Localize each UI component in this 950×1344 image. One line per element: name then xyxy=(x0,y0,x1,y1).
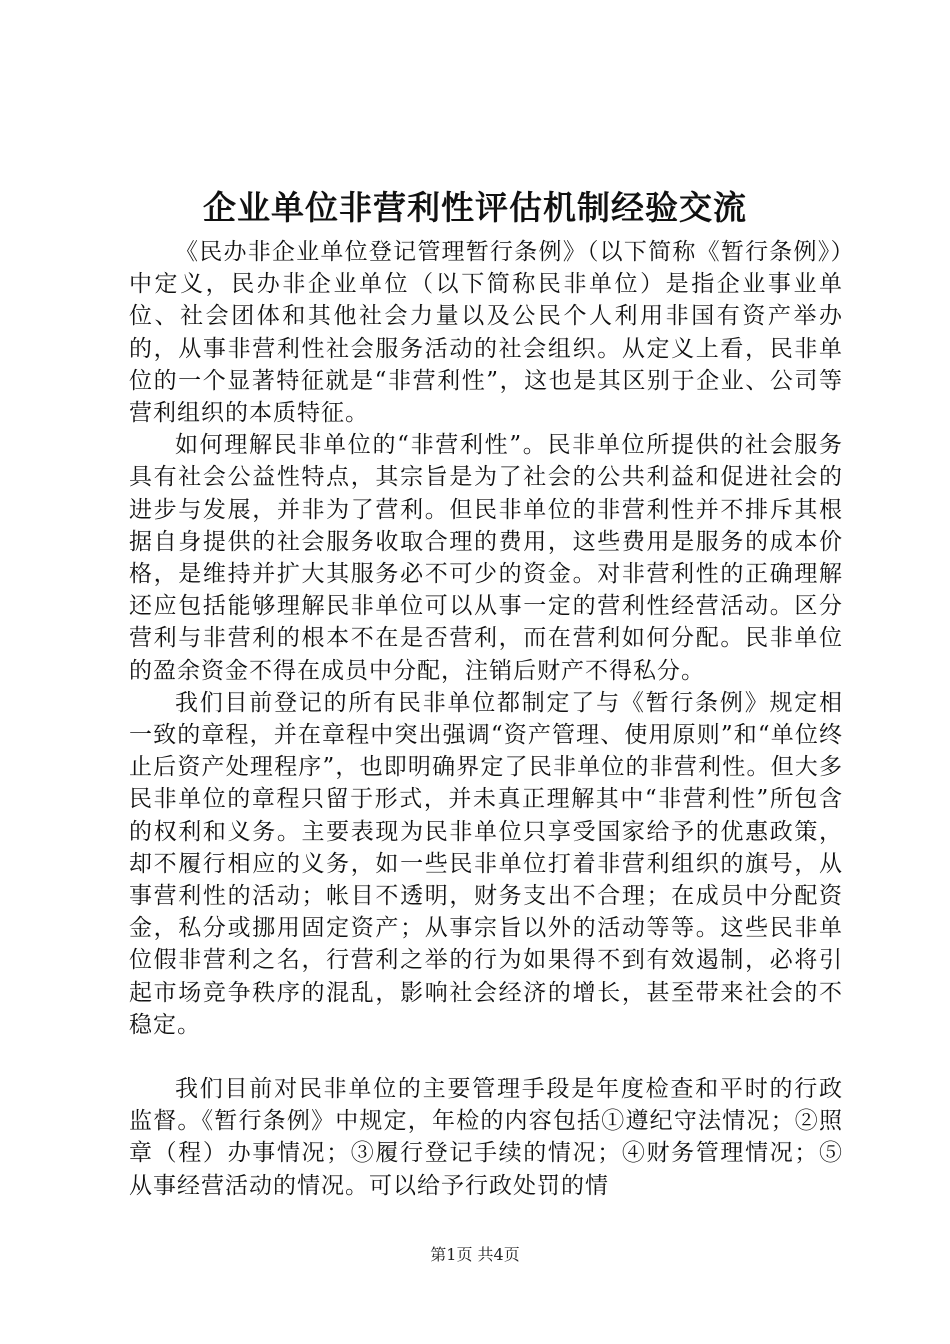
paragraph-definition: 《民办非企业单位登记管理暂行条例》（以下简称《暂行条例》）中定义，民办非企业单位（以下简称民非单位）是指企业事业单位、社会团体和其他社会力量以及公民个人利用非国有资产举办的，从事非营利性社会服务活动的社会组织。从定义上看，民非单位的一个显著特征就是“非营利性”，这也是其区别于企业、公司等营利组织的本质特征。 xyxy=(129,239,843,427)
paragraph-current-situation: 我们目前登记的所有民非单位都制定了与《暂行条例》规定相一致的章程，并在章程中突出强调“资产管理、使用原则”和“单位终止后资产处理程序”，也即明确界定了民非单位的非营利性。但大多民非单位的章程只留于形式，并未真正理解其中“非营利性”所包含的权利和义务。主要表现为民非单位只享受国家给予的优惠政策，却不履行相应的义务，如一些民非单位打着非营利组织的旗号，从事营利性的活动；帐目不透明，财务支出不合理；在成员中分配资金，私分或挪用固定资产；从事宗旨以外的活动等等。这些民非单位假非营利之名，行营利之举的行为如果得不到有效遏制，必将引起市场竞争秩序的混乱，影响社会经济的增长，甚至带来社会的不稳定。 xyxy=(129,689,843,1038)
paragraph-understanding: 如何理解民非单位的“非营利性”。民非单位所提供的社会服务具有社会公益性特点，其宗旨是为了社会的公共利益和促进社会的进步与发展，并非为了营利。但民非单位的非营利性并不排斥其根据自身提供的社会服务收取合理的费用，这些费用是服务的成本价格，是维持并扩大其服务必不可少的资金。对非营利性的正确理解还应包括能够理解民非单位可以从事一定的营利性经营活动。区分营利与非营利的根本不在是否营利，而在营利如何分配。民非单位的盈余资金不得在成员中分配，注销后财产不得私分。 xyxy=(129,432,843,684)
page-number-footer: 第1页 共4页 xyxy=(430,1245,520,1264)
document-title: 企业单位非营利性评估机制经验交流 xyxy=(203,188,747,227)
document-body xyxy=(129,236,843,1202)
paragraph-management: 我们目前对民非单位的主要管理手段是年度检查和平时的行政监督。《暂行条例》中规定，年检的内容包括①遵纪守法情况；②照章（程）办事情况；③履行登记手续的情况；④财务管理情况；⑤从事经营活动的情况。可以给予行政处罚的情 xyxy=(129,1076,843,1199)
